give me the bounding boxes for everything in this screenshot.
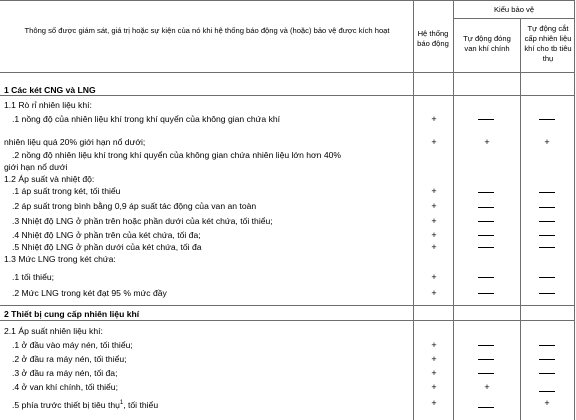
column-divider (520, 18, 521, 420)
mark-dash (539, 207, 555, 208)
header-protection-type: Kiểu bảo vệ (493, 5, 535, 14)
mark-dash (478, 247, 494, 248)
mark-plus: + (431, 288, 437, 298)
mark-plus: + (484, 137, 490, 147)
row-label: .5 phía trước thiết bị tiêu thụ$^1$, tối thiểu (12, 400, 159, 410)
section-title: 1 Các két CNG và LNG (4, 85, 96, 95)
mark-dash (478, 277, 494, 278)
row-divider (0, 72, 575, 73)
header-auto-cut-supply: Tự động cắt cấp nhiên liệu khí cho tb tiêu thụ (524, 24, 572, 63)
mark-plus: + (431, 114, 437, 124)
mark-dash (478, 192, 494, 193)
header-alarm-system: Hệ thống báo động (417, 29, 449, 48)
mark-dash (539, 119, 555, 120)
row-label: 1.1 Rò rỉ nhiên liệu khí: (4, 100, 92, 110)
mark-dash (478, 221, 494, 222)
row-divider (0, 305, 575, 306)
mark-dash (539, 293, 555, 294)
mark-dash (539, 277, 555, 278)
row-label: .1 nồng độ của nhiên liệu khí trong khí quyển của không gian chứa khí (12, 114, 281, 124)
mark-dash (478, 235, 494, 236)
mark-dash (478, 407, 494, 408)
mark-dash (478, 119, 494, 120)
mark-dash (539, 247, 555, 248)
row-divider (0, 320, 575, 321)
row-label: .2 ở đầu ra máy nén, tối thiểu; (12, 354, 127, 364)
row-label: .1 ở đầu vào máy nén, tối thiểu; (12, 340, 133, 350)
row-label: .4 ở van khí chính, tối thiểu; (12, 382, 118, 392)
mark-dash (478, 345, 494, 346)
mark-dash (539, 359, 555, 360)
row-label: .1 áp suất trong két, tối thiểu (12, 186, 121, 196)
row-label: nhiên liệu quá 20% giới hạn nổ dưới; (4, 137, 146, 147)
row-label: 2.1 Áp suất nhiên liệu khí: (4, 326, 103, 336)
mark-dash (478, 359, 494, 360)
mark-plus: + (484, 382, 490, 392)
mark-plus: + (431, 354, 437, 364)
mark-plus: + (431, 230, 437, 240)
row-label: 1.2 Áp suất và nhiệt độ: (4, 174, 95, 184)
section-title: 2 Thiết bị cung cấp nhiên liệu khí (4, 309, 140, 319)
column-divider (453, 0, 454, 420)
mark-plus: + (431, 137, 437, 147)
mark-plus: + (431, 242, 437, 252)
row-label: .4 Nhiệt độ LNG ở phần trên của két chứa, tối đa; (12, 230, 201, 240)
mark-dash (539, 221, 555, 222)
row-label: .5 Nhiệt độ LNG ở phần dưới của két chứa, tối đa (12, 242, 202, 252)
mark-plus: + (431, 216, 437, 226)
row-label: .1 tối thiểu; (12, 272, 55, 282)
mark-plus: + (431, 398, 437, 408)
header-parameter: Thông số được giám sát, giá trị hoặc sự kiện của nó khi hệ thống báo động và (hoặc) bảo vệ được kích hoạt (24, 26, 390, 35)
mark-plus: + (544, 137, 550, 147)
mark-plus: + (431, 201, 437, 211)
row-divider (453, 18, 575, 19)
mark-dash (539, 235, 555, 236)
row-divider (0, 0, 575, 1)
row-divider (0, 95, 575, 96)
row-label: giới hạn nổ dưới (4, 162, 68, 172)
row-label: .2 Mức LNG trong két đạt 95 % mức đầy (12, 288, 167, 298)
column-divider (413, 0, 414, 420)
mark-plus: + (544, 398, 550, 408)
row-label: .2 nồng độ nhiên liệu khí trong khí quyển của không gian chứa nhiên liệu lớn hơn 40% (12, 150, 342, 160)
mark-plus: + (431, 382, 437, 392)
mark-dash (539, 373, 555, 374)
mark-plus: + (431, 186, 437, 196)
mark-dash (539, 345, 555, 346)
mark-plus: + (431, 340, 437, 350)
mark-dash (478, 293, 494, 294)
header-auto-close-valve: Tự động đóng van khí chính (463, 34, 511, 53)
mark-dash (478, 373, 494, 374)
mark-dash (539, 391, 555, 392)
row-label: 1.3 Mức LNG trong két chứa: (4, 254, 116, 264)
column-divider (574, 0, 575, 420)
row-label: .2 áp suất trong bình bằng 0,9 áp suất tác động của van an toàn (12, 201, 257, 211)
mark-dash (478, 207, 494, 208)
mark-plus: + (431, 368, 437, 378)
row-label: .3 Nhiệt độ LNG ở phần trên hoặc phần dưới của két chứa, tối thiểu; (12, 216, 273, 226)
mark-dash (539, 192, 555, 193)
mark-plus: + (431, 272, 437, 282)
row-label: .3 ở đầu ra máy nén, tối đa; (12, 368, 118, 378)
